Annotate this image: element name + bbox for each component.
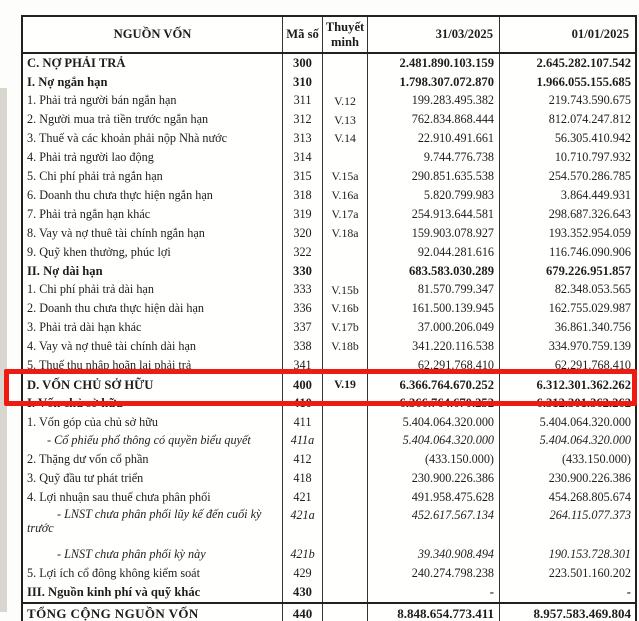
row-label-text: 1. Chi phí phải trả dài hạn [27, 282, 154, 297]
header-period-opening: 01/01/2025 [571, 27, 629, 42]
row-value-opening: 6.312.301.362.262 [536, 377, 631, 392]
table-row [23, 205, 635, 224]
row-value-current: 161.500.139.945 [368, 300, 500, 319]
row-value-current: 6.366.764.670.252 [368, 394, 500, 413]
header-code-column: Mã số [283, 17, 323, 52]
table-row [23, 130, 635, 149]
table-row [23, 583, 635, 602]
row-label-text: 4. Lợi nhuận sau thuế chưa phân phối [27, 490, 211, 505]
row-value-current: 762.834.868.444 [368, 111, 500, 130]
row-value-opening: 62.291.768.410 [554, 357, 631, 372]
row-code: 300 [283, 54, 323, 73]
row-code: 312 [283, 111, 323, 130]
row-label [23, 413, 283, 432]
row-note [323, 262, 368, 281]
table-row [23, 394, 635, 413]
row-value-opening: (433.150.000) [561, 452, 631, 467]
row-label-text: 2. Thặng dư vốn cổ phần [27, 452, 149, 467]
row-value-opening: 10.710.797.932 [554, 150, 631, 165]
row-label-text: C. NỢ PHẢI TRẢ [27, 56, 126, 71]
row-label-text: - LNST chưa phân phối lũy kế đến cuối kỳ trước [27, 507, 262, 536]
row-value-opening: 679.226.951.857 [545, 264, 631, 279]
row-code: 418 [283, 470, 323, 489]
row-code: 412 [283, 451, 323, 470]
header-period-current: 31/03/2025 [368, 17, 500, 52]
row-note: V.12 [323, 92, 368, 111]
row-value-current: 5.404.064.320.000 [368, 413, 500, 432]
row-value-current: 6.366.764.670.252 [368, 375, 500, 394]
row-label [23, 375, 283, 394]
row-label-text: I. Nợ ngắn hạn [27, 75, 108, 90]
table-row [23, 413, 635, 432]
table-row [23, 148, 635, 167]
header-source-column: NGUỒN VỐN [23, 17, 283, 52]
row-value-opening: 162.755.029.987 [548, 301, 631, 316]
table-row [23, 375, 635, 394]
row-value-opening: 254.570.286.785 [548, 168, 631, 183]
row-label-text: 5. Lợi ích cổ đông không kiểm soát [27, 565, 200, 580]
row-label [23, 318, 283, 337]
row-value-current: 230.900.226.386 [368, 470, 500, 489]
row-code: 400 [283, 375, 323, 394]
row-label-text: 9. Quỹ khen thưởng, phúc lợi [27, 244, 171, 259]
row-value-current: 5.820.799.983 [368, 186, 500, 205]
row-note: V.19 [323, 375, 368, 394]
row-label [23, 111, 283, 130]
row-label [23, 243, 283, 262]
row-label [23, 356, 283, 375]
table-row [23, 262, 635, 281]
row-note [323, 148, 368, 167]
row-note: V.13 [323, 111, 368, 130]
row-value-current: 92.044.281.616 [368, 243, 500, 262]
row-label [23, 130, 283, 149]
table-body [23, 54, 635, 602]
row-value-opening: 3.864.449.931 [560, 187, 631, 202]
row-value-opening: 1.966.055.155.685 [536, 75, 631, 90]
table-row [23, 281, 635, 300]
row-value-opening: 223.501.160.202 [548, 565, 631, 580]
row-note [323, 54, 368, 73]
row-value-current: (433.150.000) [368, 451, 500, 470]
row-note [323, 243, 368, 262]
table-row [23, 92, 635, 111]
row-label-text: D. VỐN CHỦ SỞ HỮU [27, 377, 154, 392]
row-note: V.16b [323, 300, 368, 319]
row-note [323, 73, 368, 92]
table-row [23, 224, 635, 243]
table-row [23, 300, 635, 319]
row-note: V.18a [323, 224, 368, 243]
table-row [23, 337, 635, 356]
row-code: 411a [283, 432, 323, 451]
row-value-current: 22.910.491.661 [368, 130, 500, 149]
table-row [23, 356, 635, 375]
row-value-opening: 454.268.805.674 [548, 490, 631, 505]
row-note: V.16a [323, 186, 368, 205]
row-label [23, 92, 283, 111]
row-label [23, 451, 283, 470]
row-code: 337 [283, 318, 323, 337]
table-header-row [23, 17, 635, 54]
table-row [23, 470, 635, 489]
row-note: V.14 [323, 130, 368, 149]
row-label [23, 564, 283, 583]
row-note [323, 583, 368, 602]
table-row [23, 488, 635, 507]
row-label [23, 54, 283, 73]
row-code: 333 [283, 281, 323, 300]
row-code: 318 [283, 186, 323, 205]
row-label [23, 488, 283, 507]
row-label-text: III. Nguồn kinh phí và quỹ khác [27, 585, 201, 600]
row-note [323, 413, 368, 432]
row-label-text: 3. Thuế và các khoản phải nộp Nhà nước [27, 131, 227, 146]
row-value-current: 452.617.567.134 [368, 507, 500, 545]
row-value-opening: 190.153.728.301 [548, 546, 631, 561]
row-note [323, 470, 368, 489]
row-code: 411 [283, 413, 323, 432]
row-label [23, 224, 283, 243]
row-note [323, 356, 368, 375]
row-value-current: 683.583.030.289 [368, 262, 500, 281]
total-label: TỔNG CỘNG NGUỒN VỐN [23, 604, 283, 621]
row-code: 319 [283, 205, 323, 224]
total-value-opening: 8.957.583.469.804 [533, 606, 631, 621]
row-value-opening: 193.352.954.059 [548, 225, 631, 240]
row-label-text: I. Vốn chủ sở hữu [27, 396, 123, 411]
row-value-opening: 5.404.064.320.000 [539, 433, 631, 448]
table-row [23, 167, 635, 186]
row-note [323, 432, 368, 451]
row-code: 338 [283, 337, 323, 356]
table-row [23, 432, 635, 451]
row-value-current: 199.283.495.382 [368, 92, 500, 111]
row-code: 322 [283, 243, 323, 262]
row-note [323, 488, 368, 507]
row-note [323, 507, 368, 545]
row-value-opening: 116.746.090.906 [549, 244, 631, 259]
table-row [23, 243, 635, 262]
row-code: 313 [283, 130, 323, 149]
row-label [23, 470, 283, 489]
row-value-opening: 5.404.064.320.000 [539, 414, 631, 429]
row-value-current: 2.481.890.103.159 [368, 54, 500, 73]
table-row [23, 564, 635, 583]
row-note: V.18b [323, 337, 368, 356]
row-label [23, 337, 283, 356]
row-label-text: - LNST chưa phân phối kỳ này [57, 546, 206, 561]
row-code: 421a [283, 507, 323, 545]
row-value-current: 39.340.908.494 [368, 545, 500, 564]
row-label-text: 6. Doanh thu chưa thực hiện ngắn hạn [27, 187, 213, 202]
row-label-text: - Cổ phiếu phổ thông có quyền biểu quyết [47, 433, 251, 448]
row-label [23, 394, 283, 413]
row-label-text: 4. Vay và nợ thuê tài chính dài hạn [27, 338, 197, 353]
row-label [23, 73, 283, 92]
row-label [23, 186, 283, 205]
row-code: 430 [283, 583, 323, 602]
row-value-opening: 56.305.410.942 [554, 131, 631, 146]
row-value-opening: 6.312.301.362.262 [536, 396, 631, 411]
row-code: 421b [283, 545, 323, 564]
row-note: V.17a [323, 205, 368, 224]
row-label-text: 7. Phải trả ngắn hạn khác [27, 206, 151, 221]
row-value-opening: 264.115.077.373 [549, 508, 631, 523]
row-code: 320 [283, 224, 323, 243]
row-label-text: 4. Phải trả người lao động [27, 150, 154, 165]
capital-sources-table [21, 15, 637, 621]
row-value-current: 341.220.116.538 [368, 337, 500, 356]
row-value-current: 37.000.206.049 [368, 318, 500, 337]
row-value-current: 81.570.799.347 [368, 281, 500, 300]
row-value-opening: 812.074.247.812 [548, 112, 631, 127]
row-label-text: 2. Người mua trả tiền trước ngắn hạn [27, 112, 209, 127]
row-value-opening: 230.900.226.386 [548, 471, 631, 486]
table-row [23, 545, 635, 564]
row-value-current: 1.798.307.072.870 [368, 73, 500, 92]
row-label [23, 432, 283, 451]
row-note [323, 394, 368, 413]
row-code: 341 [283, 356, 323, 375]
row-label [23, 507, 283, 545]
row-label-text: 3. Quỹ đầu tư phát triển [27, 471, 144, 486]
row-label [23, 148, 283, 167]
row-label-text: 3. Phải trả dài hạn khác [27, 320, 142, 335]
row-label-text: 8. Vay và nợ thuê tài chính ngắn hạn [27, 225, 205, 240]
table-row [23, 54, 635, 73]
row-code: 410 [283, 394, 323, 413]
row-value-current: 159.903.078.927 [368, 224, 500, 243]
row-label-text: 2. Doanh thu chưa thực hiện dài hạn [27, 301, 205, 316]
row-value-opening: 298.687.326.643 [548, 206, 631, 221]
row-label [23, 300, 283, 319]
row-value-current: 62.291.768.410 [368, 356, 500, 375]
row-label [23, 545, 283, 564]
row-label-text: II. Nợ dài hạn [27, 264, 103, 279]
row-label [23, 281, 283, 300]
row-code: 315 [283, 167, 323, 186]
row-label [23, 205, 283, 224]
row-value-opening: 82.348.053.565 [554, 282, 631, 297]
row-value-opening: 334.970.759.139 [548, 338, 631, 353]
row-code: 314 [283, 148, 323, 167]
row-value-current: 290.851.635.538 [368, 167, 500, 186]
row-value-current: 5.404.064.320.000 [368, 432, 500, 451]
total-note [323, 604, 368, 621]
table-row [23, 451, 635, 470]
table-row [23, 507, 635, 545]
row-code: 330 [283, 262, 323, 281]
row-note [323, 451, 368, 470]
header-note-column: Thuyết minh [323, 17, 368, 52]
row-note [323, 564, 368, 583]
row-value-current: 491.958.475.628 [368, 488, 500, 507]
table-row [23, 186, 635, 205]
row-label-text: 5. Thuế thu nhập hoãn lại phải trả [27, 357, 192, 372]
row-value-current: 9.744.776.738 [368, 148, 500, 167]
row-label [23, 583, 283, 602]
row-code: 421 [283, 488, 323, 507]
row-label-text: 5. Chi phí phải trả ngắn hạn [27, 168, 163, 183]
total-row [23, 602, 635, 621]
row-label-text: 1. Phải trả người bán ngắn hạn [27, 93, 177, 108]
row-code: 429 [283, 564, 323, 583]
table-row [23, 73, 635, 92]
row-value-current: 240.274.798.238 [368, 564, 500, 583]
row-code: 311 [283, 92, 323, 111]
row-value-opening: 36.861.340.756 [554, 320, 631, 335]
row-note: V.17b [323, 318, 368, 337]
row-note: V.15a [323, 167, 368, 186]
scan-edge-shadow [0, 88, 7, 612]
table-row [23, 318, 635, 337]
row-value-opening: 219.743.590.675 [548, 93, 631, 108]
row-value-current: - [368, 583, 500, 602]
row-code: 310 [283, 73, 323, 92]
row-value-opening: 2.645.282.107.542 [536, 56, 631, 71]
total-code: 440 [283, 604, 323, 621]
table-row [23, 111, 635, 130]
row-label [23, 262, 283, 281]
row-value-current: 254.913.644.581 [368, 205, 500, 224]
row-label-text: 1. Vốn góp của chủ sở hữu [27, 414, 158, 429]
row-note [323, 545, 368, 564]
row-label [23, 167, 283, 186]
row-note: V.15b [323, 281, 368, 300]
row-code: 336 [283, 300, 323, 319]
row-value-opening: - [626, 585, 631, 600]
total-value-current: 8.848.654.773.411 [368, 604, 500, 621]
